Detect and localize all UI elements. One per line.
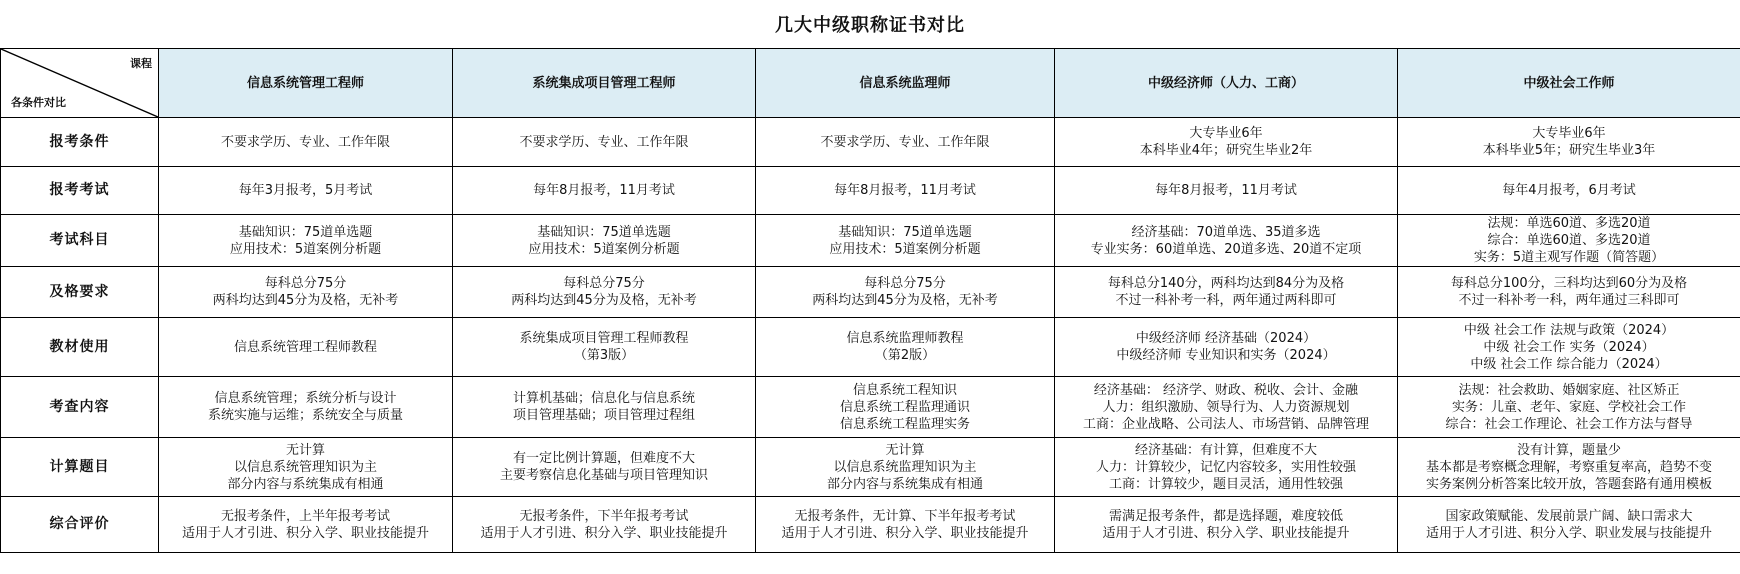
row-header[interactable]: 报考考试: [1, 167, 159, 215]
table-cell[interactable]: 无报考条件，下半年报考考试 适用于人才引进、积分入学、职业技能提升: [453, 497, 756, 553]
row-header[interactable]: 考查内容: [1, 377, 159, 438]
table-cell[interactable]: 信息系统工程知识 信息系统工程监理通识 信息系统工程监理实务: [756, 377, 1055, 438]
column-header[interactable]: 系统集成项目管理工程师: [453, 49, 756, 118]
table-cell[interactable]: 国家政策赋能、发展前景广阔、缺口需求大 适用于人才引进、积分入学、职业发展与技能提升: [1398, 497, 1740, 553]
table-cell[interactable]: 无报考条件，无计算、下半年报考考试 适用于人才引进、积分入学、职业技能提升: [756, 497, 1055, 553]
row-header[interactable]: 计算题目: [1, 438, 159, 497]
table-row: [1, 377, 1740, 438]
table-cell[interactable]: 每科总分75分 两科均达到45分为及格，无补考: [756, 267, 1055, 318]
table-cell[interactable]: 每年8月报考，11月考试: [756, 167, 1055, 215]
table-cell[interactable]: 信息系统管理工程师教程: [159, 318, 453, 377]
table-cell[interactable]: 基础知识：75道单选题 应用技术：5道案例分析题: [159, 215, 453, 267]
corner-course-label: 课程: [130, 57, 152, 70]
table-cell[interactable]: 每年3月报考，5月考试: [159, 167, 453, 215]
table-cell[interactable]: 每年8月报考，11月考试: [1055, 167, 1398, 215]
table-title: 几大中级职称证书对比: [775, 15, 965, 36]
table-cell[interactable]: 不要求学历、专业、工作年限: [453, 118, 756, 167]
table-cell[interactable]: 每科总分140分，两科均达到84分为及格 不过一科补考一科，两年通过两科即可: [1055, 267, 1398, 318]
header-row: [1, 49, 1740, 118]
row-header[interactable]: 报考条件: [1, 118, 159, 167]
table-cell[interactable]: 经济基础： 经济学、财政、税收、会计、金融 人力：组织激励、领导行为、人力资源规划 工商：企业战略、公司法人、市场营销、品牌管理: [1055, 377, 1398, 438]
table-cell[interactable]: 无计算 以信息系统监理知识为主 部分内容与系统集成有相通: [756, 438, 1055, 497]
table-cell[interactable]: 不要求学历、专业、工作年限: [159, 118, 453, 167]
column-header[interactable]: 信息系统监理师: [756, 49, 1055, 118]
table-cell[interactable]: 大专毕业6年 本科毕业4年；研究生毕业2年: [1055, 118, 1398, 167]
corner-criteria-label: 各条件对比: [11, 96, 66, 109]
column-header[interactable]: 中级经济师（人力、工商）: [1055, 49, 1398, 118]
table-cell[interactable]: 每科总分75分 两科均达到45分为及格，无补考: [159, 267, 453, 318]
table-cell[interactable]: 无计算 以信息系统管理知识为主 部分内容与系统集成有相通: [159, 438, 453, 497]
table-cell[interactable]: 计算机基础；信息化与信息系统 项目管理基础；项目管理过程组: [453, 377, 756, 438]
comparison-table: [0, 48, 1740, 553]
table-cell[interactable]: 每年4月报考，6月考试: [1398, 167, 1740, 215]
table-row: [1, 118, 1740, 167]
table-cell[interactable]: 中级 社会工作 法规与政策（2024） 中级 社会工作 实务（2024） 中级 社会工作 综合能力（2024）: [1398, 318, 1740, 377]
table-cell[interactable]: 基础知识：75道单选题 应用技术：5道案例分析题: [756, 215, 1055, 267]
table-cell[interactable]: 每年8月报考，11月考试: [453, 167, 756, 215]
table-row: [1, 438, 1740, 497]
table-cell[interactable]: 法规：单选60道、多选20道 综合：单选60道、多选20道 实务：5道主观写作题（简答题）: [1398, 215, 1740, 267]
table-row: [1, 167, 1740, 215]
table-cell[interactable]: 有一定比例计算题，但难度不大 主要考察信息化基础与项目管理知识: [453, 438, 756, 497]
column-header[interactable]: 中级社会工作师: [1398, 49, 1740, 118]
row-header[interactable]: 及格要求: [1, 267, 159, 318]
table-cell[interactable]: 没有计算，题量少 基本都是考察概念理解，考察重复率高，趋势不变 实务案例分析答案比较开放，答题套路有通用模板: [1398, 438, 1740, 497]
row-header[interactable]: 考试科目: [1, 215, 159, 267]
table-cell[interactable]: 大专毕业6年 本科毕业5年；研究生毕业3年: [1398, 118, 1740, 167]
row-header[interactable]: 综合评价: [1, 497, 159, 553]
table-cell[interactable]: 系统集成项目管理工程师教程 （第3版）: [453, 318, 756, 377]
corner-header-cell[interactable]: [1, 49, 159, 118]
table-cell[interactable]: 中级经济师 经济基础（2024） 中级经济师 专业知识和实务（2024）: [1055, 318, 1398, 377]
table-cell[interactable]: 信息系统监理师教程 （第2版）: [756, 318, 1055, 377]
table-cell[interactable]: 基础知识：75道单选题 应用技术：5道案例分析题: [453, 215, 756, 267]
table-cell[interactable]: 需满足报考条件，都是选择题，难度较低 适用于人才引进、积分入学、职业技能提升: [1055, 497, 1398, 553]
table-row: [1, 215, 1740, 267]
table-cell[interactable]: 法规：社会救助、婚姻家庭、社区矫正 实务：儿童、老年、家庭、学校社会工作 综合：社会工作理论、社会工作方法与督导: [1398, 377, 1740, 438]
table-cell[interactable]: 每科总分100分，三科均达到60分为及格 不过一科补考一科，两年通过三科即可: [1398, 267, 1740, 318]
table-row: [1, 318, 1740, 377]
table-cell[interactable]: 无报考条件，上半年报考考试 适用于人才引进、积分入学、职业技能提升: [159, 497, 453, 553]
table-cell[interactable]: 不要求学历、专业、工作年限: [756, 118, 1055, 167]
column-header[interactable]: 信息系统管理工程师: [159, 49, 453, 118]
table-row: [1, 497, 1740, 553]
table-cell[interactable]: 经济基础：70道单选、35道多选 专业实务：60道单选、20道多选、20道不定项: [1055, 215, 1398, 267]
row-header[interactable]: 教材使用: [1, 318, 159, 377]
table-cell[interactable]: 经济基础：有计算，但难度不大 人力：计算较少，记忆内容较多，实用性较强 工商：计算较少，题目灵活，通用性较强: [1055, 438, 1398, 497]
table-cell[interactable]: 每科总分75分 两科均达到45分为及格，无补考: [453, 267, 756, 318]
table-cell[interactable]: 信息系统管理；系统分析与设计 系统实施与运维；系统安全与质量: [159, 377, 453, 438]
table-row: [1, 267, 1740, 318]
